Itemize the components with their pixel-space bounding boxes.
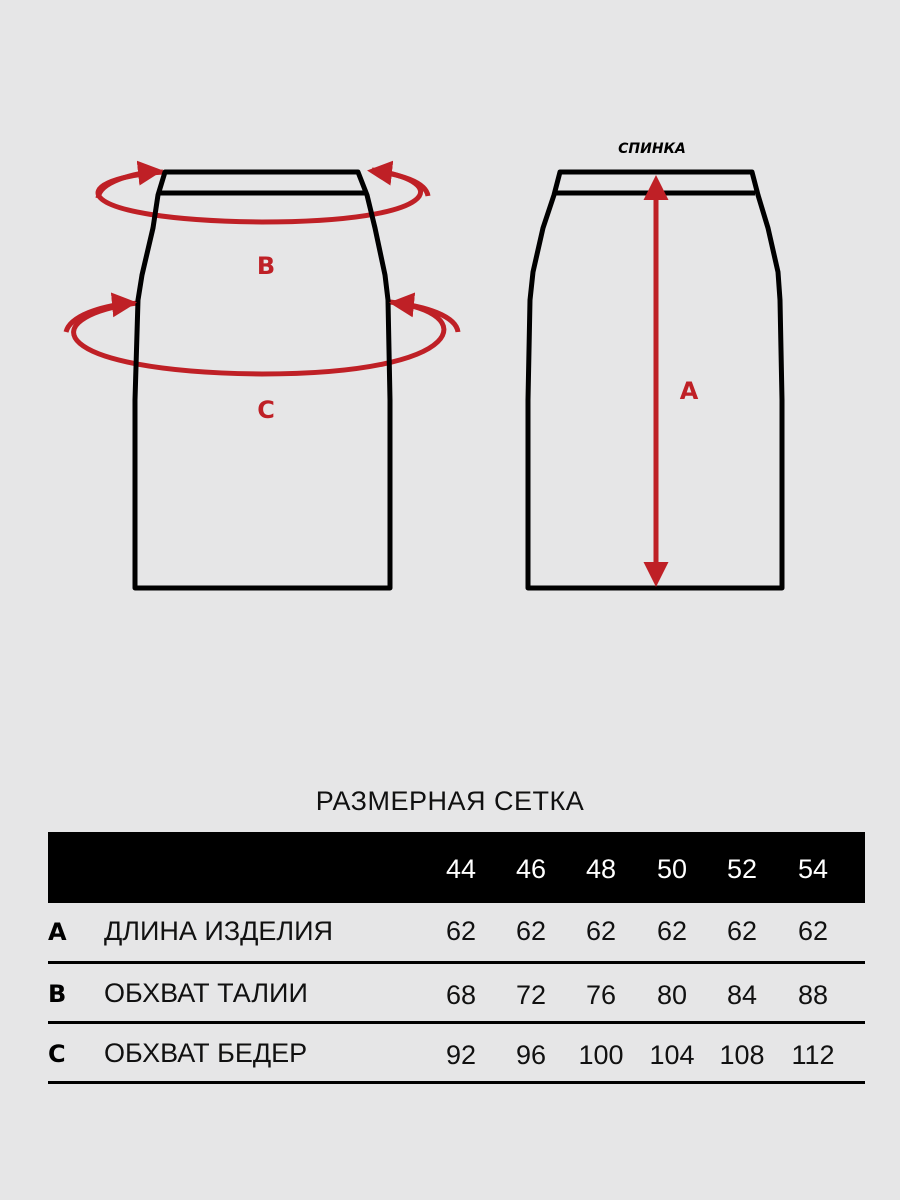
table-row-waist [48,976,865,1036]
row-letter: B [48,980,67,1008]
row-name: ДЛИНА ИЗДЕЛИЯ [104,916,334,946]
label-a: A [679,377,699,405]
table-cell: 68 [445,980,477,1010]
table-cell: 108 [719,1040,765,1070]
label-c: C [257,396,275,424]
table-title: РАЗМЕРНАЯ СЕТКА [315,786,585,816]
row-letter: C [48,1040,66,1068]
table-cell: 62 [797,916,829,946]
skirt-front-outline [135,172,390,588]
size-50: 50 [656,854,688,884]
table-cell: 72 [515,980,547,1010]
size-header-row [48,832,865,903]
hip-arrow-right [394,303,458,332]
table-row-hips [48,1036,865,1096]
size-44: 44 [445,854,477,884]
table-row-length [48,914,865,974]
table-cell: 62 [585,916,617,946]
table-cell: 62 [445,916,477,946]
table-cell: 112 [791,1040,835,1070]
back-label: СПИНКА [618,141,686,157]
row-letter: A [48,918,67,946]
table-cell: 88 [797,980,829,1010]
table-cell: 80 [656,980,688,1010]
table-cell: 84 [726,980,758,1010]
table-cell: 62 [656,916,688,946]
row-divider [48,1081,865,1084]
size-48: 48 [585,854,617,884]
row-name: ОБХВАТ БЕДЕР [104,1038,308,1068]
table-cell: 100 [578,1040,624,1070]
back-view [528,141,782,588]
row-name: ОБХВАТ ТАЛИИ [104,978,308,1008]
size-54: 54 [797,854,829,884]
size-52: 52 [726,854,758,884]
front-view [66,170,458,588]
table-cell: 62 [726,916,758,946]
table-cell: 62 [515,916,547,946]
row-divider [48,961,865,964]
table-cell: 104 [649,1040,695,1070]
table-cell: 76 [585,980,617,1010]
row-divider [48,1021,865,1024]
table-cell: 96 [515,1040,547,1070]
label-b: B [256,252,276,280]
table-cell: 92 [445,1040,477,1070]
size-46: 46 [515,854,547,884]
